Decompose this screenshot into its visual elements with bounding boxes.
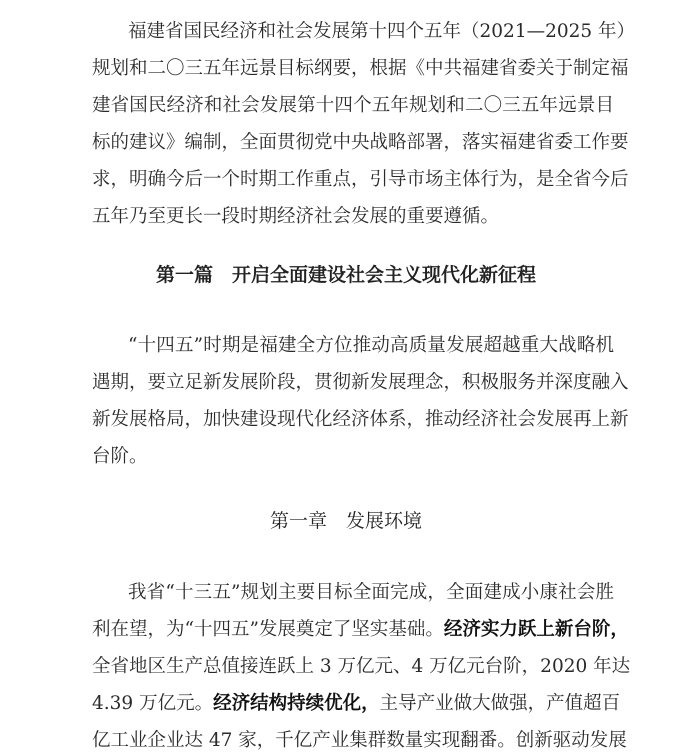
chapter-para-line-1: 我省“十三五”规划主要目标全面完成，全面建成小康社会胜 [128,582,614,603]
chapter-para-line-4 [92,692,621,716]
text-normal: 4.39 万亿元。 [92,693,214,714]
intro-line-5: 求，明确今后一个时期工作重点，引导市场主体行为，是全省今后 [92,169,629,190]
chapter-para-line-2 [92,618,629,642]
intro-line-6: 五年乃至更长一段时期经济社会发展的重要遵循。 [92,206,500,227]
chapter-para-line-5: 亿工业企业达 47 家，千亿产业集群数量实现翻番。创新驱动发展 [92,730,627,751]
part-heading: 第一篇 开启全面建设社会主义现代化新征程 [155,264,536,286]
text-normal: 利在望，为“十四五”发展奠定了坚实基础。 [92,619,444,640]
part-para-line-1: “十四五”时期是福建全方位推动高质量发展超越重大战略机 [128,335,614,356]
text-normal: 主导产业做大做强，产值超百 [379,693,621,714]
intro-line-4: 标的建议》编制，全面贯彻党中央战略部署，落实福建省委工作要 [92,132,629,153]
part-para-line-4: 台阶。 [92,446,148,467]
text-bold-highlight: 经济实力跃上新台阶， [443,619,629,640]
text-bold-highlight: 经济结构持续优化， [213,693,380,714]
intro-line-3: 建省国民经济和社会发展第十四个五年规划和二〇三五年远景目 [92,95,614,116]
part-para-line-2: 遇期，要立足新发展阶段，贯彻新发展理念，积极服务并深度融入 [92,372,629,393]
intro-line-1: 福建省国民经济和社会发展第十四个五年（2021—2025 年） [128,21,636,42]
chapter-heading: 第一章 发展环境 [269,510,422,532]
intro-line-2: 规划和二〇三五年远景目标纲要，根据《中共福建省委关于制定福 [92,58,629,79]
chapter-para-line-3: 全省地区生产总值接连跃上 3 万亿元、4 万亿元台阶，2020 年达 [92,656,631,677]
part-para-line-3: 新发展格局，加快建设现代化经济体系，推动经济社会发展再上新 [92,409,629,430]
